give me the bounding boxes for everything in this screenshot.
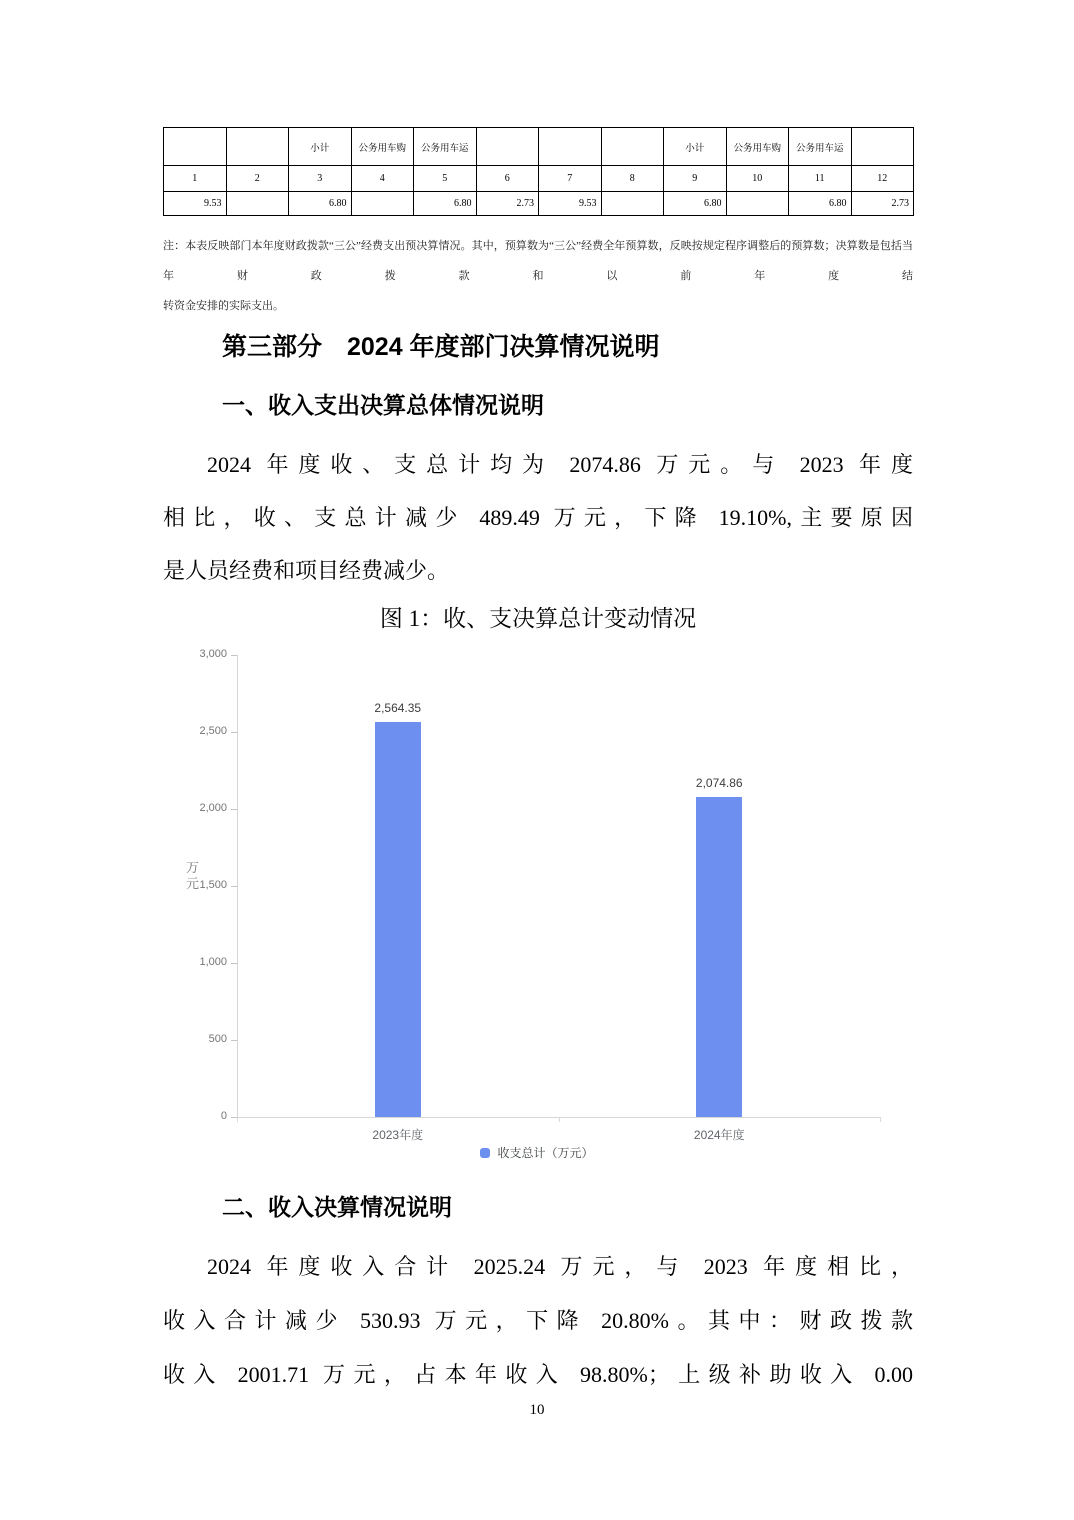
footnote-line: 转资金安排的实际支出。 — [163, 300, 284, 312]
table-value-row — [164, 192, 914, 216]
section-heading-2: 二、收入决算情况说明 — [222, 1194, 452, 1220]
table-header-cell — [164, 128, 227, 166]
table-header-cell: 公务用车购 — [352, 128, 415, 166]
table-header-row — [164, 128, 914, 166]
table-header-cell: 公务用车运 — [789, 128, 852, 166]
table-header-cell — [539, 128, 602, 166]
legend-label: 收支总计（万元） — [497, 1146, 594, 1160]
table-header-cell — [852, 128, 915, 166]
three-public-expense-table — [163, 127, 914, 216]
table-header-cell — [477, 128, 540, 166]
table-value-cell: 2.73 — [852, 192, 915, 216]
paragraph-overall-statement — [163, 438, 913, 597]
footnote-line: 注：本表反映部门本年度财政拨款“三公”经费支出预决算情况。其中，预算数为“三公”经费全年预算数，反映按规定程序调整后的预算数；决算数是包括当年财政拨款和以前年度结 — [163, 240, 913, 282]
table-footnote — [163, 231, 913, 321]
table-header-cell — [602, 128, 665, 166]
y-axis-tick-mark — [231, 963, 237, 964]
table-index-cell: 6 — [477, 166, 540, 192]
table-value-cell: 6.80 — [664, 192, 727, 216]
table-index-cell: 1 — [164, 166, 227, 192]
table-value-cell — [352, 192, 415, 216]
table-index-cell: 5 — [414, 166, 477, 192]
table-value-cell — [227, 192, 290, 216]
y-axis-tick-label: 1,000 — [199, 956, 227, 968]
table-value-cell: 9.53 — [164, 192, 227, 216]
table-value-cell: 2.73 — [477, 192, 540, 216]
page-number: 10 — [529, 1402, 545, 1418]
part-title: 第三部分 2024 年度部门决算情况说明 — [222, 333, 660, 361]
table-value-cell: 6.80 — [414, 192, 477, 216]
table-index-cell: 2 — [227, 166, 290, 192]
table-value-cell — [602, 192, 665, 216]
x-axis-tick-mark — [237, 1118, 238, 1122]
bar-value-label: 2,564.35 — [374, 701, 422, 716]
table-index-cell: 7 — [539, 166, 602, 192]
table-index-cell: 9 — [664, 166, 727, 192]
table-index-cell: 11 — [789, 166, 852, 192]
chart-legend — [182, 1144, 892, 1161]
figure-title: 图 1：收、支决算总计变动情况 — [379, 606, 697, 631]
y-axis-tick-label: 3,000 — [199, 648, 227, 660]
table-header-cell: 小计 — [664, 128, 727, 166]
legend-marker-icon — [480, 1148, 490, 1158]
table-index-cell: 8 — [602, 166, 665, 192]
section-heading-1: 一、收入支出决算总体情况说明 — [222, 392, 544, 418]
paragraph-income-statement — [163, 1240, 913, 1402]
y-axis-tick-mark — [231, 655, 237, 656]
table-value-cell: 9.53 — [539, 192, 602, 216]
paragraph-line: 2024 年度收入合计 2025.24 万元，与 2023 年度相比， — [207, 1254, 913, 1279]
table-value-cell: 6.80 — [789, 192, 852, 216]
paragraph-line: 是人员经费和项目经费减少。 — [163, 558, 450, 583]
table-header-cell: 公务用车购 — [727, 128, 790, 166]
paragraph-line: 相比，收、支总计减少 489.49 万元，下降 19.10%,主要原因 — [163, 505, 913, 530]
y-axis-title: 万元 — [186, 860, 200, 891]
table-value-cell — [727, 192, 790, 216]
paragraph-line: 收入 2001.71 万元，占本年收入 98.80%；上级补助收入 0.00 — [163, 1362, 913, 1387]
bar-value-label: 2,074.86 — [695, 776, 743, 791]
y-axis-tick-label: 1,500 — [199, 879, 227, 891]
y-axis-tick-mark — [231, 732, 237, 733]
table-header-cell: 公务用车运 — [414, 128, 477, 166]
x-axis-tick-mark — [559, 1118, 560, 1122]
y-axis-tick-mark — [231, 886, 237, 887]
bar — [375, 722, 421, 1117]
x-axis-category-label: 2024年度 — [693, 1128, 745, 1142]
table-column-index-row — [164, 166, 914, 192]
paragraph-line: 收入合计减少 530.93 万元，下降 20.80%。其中：财政拨款 — [163, 1308, 913, 1333]
y-axis-tick-label: 2,000 — [199, 802, 227, 814]
chart-plot-area — [237, 655, 881, 1118]
table-index-cell: 3 — [289, 166, 352, 192]
table-index-cell: 12 — [852, 166, 915, 192]
y-axis-tick-label: 500 — [208, 1033, 227, 1045]
paragraph-line: 2024 年度收、支总计均为 2074.86 万元。与 2023 年度 — [207, 452, 913, 477]
table-index-cell: 4 — [352, 166, 415, 192]
y-axis-tick-mark — [231, 1040, 237, 1041]
y-axis-tick-label: 2,500 — [199, 725, 227, 737]
figure-chart — [182, 645, 892, 1170]
bar — [696, 797, 742, 1117]
x-axis-category-label: 2023年度 — [372, 1128, 424, 1142]
table-header-cell: 小计 — [289, 128, 352, 166]
y-axis-tick-mark — [231, 809, 237, 810]
y-axis-tick-label: 0 — [220, 1110, 227, 1122]
table-index-cell: 10 — [727, 166, 790, 192]
table-header-cell — [227, 128, 290, 166]
table-value-cell: 6.80 — [289, 192, 352, 216]
x-axis-tick-mark — [880, 1118, 881, 1122]
